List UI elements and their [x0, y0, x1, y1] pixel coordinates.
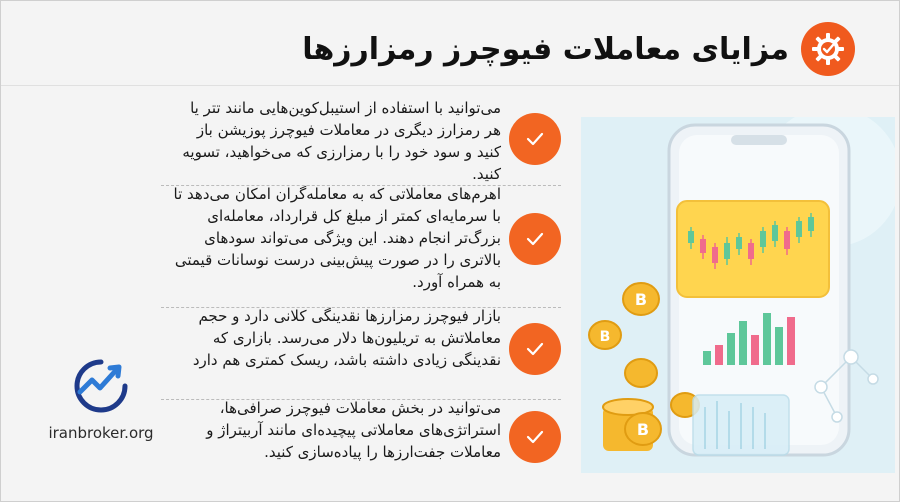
- svg-text:B: B: [634, 290, 648, 309]
- glass-chart-illustration: [693, 395, 789, 455]
- brand-logo: [41, 356, 161, 442]
- gear-check-icon: [801, 22, 855, 76]
- benefit-item: [161, 183, 561, 305]
- logo-text: iranbroker.org: [48, 424, 154, 442]
- benefits-list: [161, 97, 561, 485]
- benefit-text: می‌توانید در بخش معاملات فیوچرز صرافی‌ها، استراتژی‌های معاملاتی پیچیده‌ای مانند آربیتراژ و معاملات جفت‌ارزها را پیاده‌سازی کنید.: [206, 399, 501, 461]
- benefit-text: می‌توانید با استفاده از استیبل‌کوین‌هایی مانند تتر یا هر رمزارز دیگری در معاملات فیوچرز پوزیشن باز کنید و سود خود را با رمزارزی که می‌خواهید، تسویه کنید.: [182, 99, 501, 183]
- broker-chart-logo-icon: [41, 356, 161, 420]
- benefit-item: [161, 397, 561, 485]
- check-icon: [509, 411, 561, 463]
- benefit-item: [161, 305, 561, 397]
- benefit-text: بازار فیوچرز رمزارزها نقدینگی کلانی دارد و حجم معاملاتش به تریلیون‌ها دلار می‌رسد. بازاری که نقدینگی زیادی داشته باشد، ریسک کمتری هم دارد: [192, 307, 501, 369]
- check-icon: [509, 113, 561, 165]
- trading-illustration: [581, 117, 895, 473]
- svg-text:B: B: [636, 420, 650, 439]
- svg-text:B: B: [599, 329, 611, 345]
- page-title: مزایای معاملات فیوچرز رمزارزها: [302, 31, 789, 67]
- title-row: [302, 19, 855, 79]
- candlestick-panel-illustration: [677, 201, 829, 297]
- benefit-text: اهرم‌های معاملاتی که به معامله‌گران امکان می‌دهد تا با سرمایه‌ای کمتر از مبلغ کل قرارداد، معامله‌ای بزرگ‌تر انجام دهند. این ویژگی می‌تواند سودهای بالاتری را در صورت پیش‌بینی درست نوسانات قیمتی به همراه آورد.: [173, 185, 501, 291]
- header-divider: [1, 85, 899, 86]
- check-icon: [509, 213, 561, 265]
- benefit-item: [161, 97, 561, 183]
- check-icon: [509, 323, 561, 375]
